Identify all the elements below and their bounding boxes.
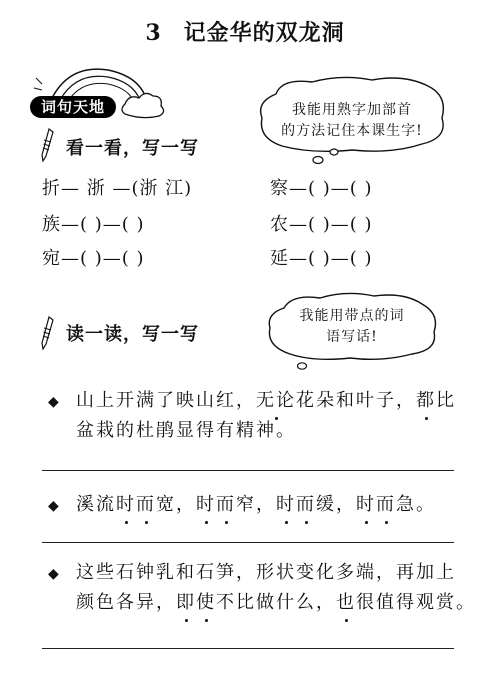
bubble-1-text [262,100,442,142]
dotted-char: 使 [196,588,216,618]
sentence-3-line-2: 颜色各异，即使不比做什么，也很值得观赏。 [76,588,476,618]
dotted-char: 而 [216,490,236,520]
section-1-heading: 看一看，写一写 [66,138,199,159]
bubble-1-line-1: 我能用熟字加部首 [292,102,412,118]
dotted-char: 时 [356,490,376,520]
section-banner: 词句天地 [30,96,116,118]
answer-line-3[interactable] [42,648,454,649]
sentence-3-line-1: 这些石钟乳和石笋，形状变化多端，再加上 [76,562,456,583]
char-row-left-2: 族—( )—( ) [42,214,145,235]
diamond-bullet-icon: ◆ [48,566,59,582]
char-row-right-3: 延—( )—( ) [270,248,373,269]
sentence-3 [76,558,476,618]
diamond-bullet-icon: ◆ [48,394,59,410]
answer-line-2[interactable] [42,542,454,543]
char-row-left-1: 折— 浙 —(浙 江) [42,178,193,199]
dotted-char: 而 [376,490,396,520]
pen-icon [40,316,54,350]
section-2-heading: 读一读，写一写 [66,324,199,345]
dotted-char: 时 [116,490,136,520]
pen-icon [40,128,54,162]
bubble-2-line-2: 语写话! [326,329,378,345]
dotted-char: 时 [196,490,216,520]
dotted-char: 时 [276,490,296,520]
sentence-1-line-1: 山上开满了映山红，无论花朵和叶子，都比 [76,386,456,416]
bubble-1-line-2: 的方法记住本课生字! [281,123,423,139]
dotted-char: 而 [136,490,156,520]
sentence-1-line-2: 盆栽的杜鹃显得有精神。 [76,420,296,441]
dotted-word: 都 [416,386,436,416]
page-title [0,16,490,47]
dotted-word: 无论 [256,386,296,416]
lesson-number: 3 [145,20,162,46]
lesson-title: 记金华的双龙洞 [183,20,345,46]
bubble-2-line-1: 我能用带点的词 [299,308,405,324]
char-row-right-1: 察—( )—( ) [270,178,373,199]
answer-line-1[interactable] [42,470,454,471]
dotted-char: 即 [176,588,196,618]
sentence-1 [76,386,456,446]
bubble-2-text [282,306,422,348]
sentence-2: 溪流时而宽，时而窄，时而缓，时而急。 [76,490,436,520]
char-row-left-3: 宛—( )—( ) [42,248,145,269]
char-row-right-2: 农—( )—( ) [270,214,373,235]
dotted-char: 也 [336,588,356,618]
diamond-bullet-icon: ◆ [48,498,59,514]
dotted-char: 而 [296,490,316,520]
